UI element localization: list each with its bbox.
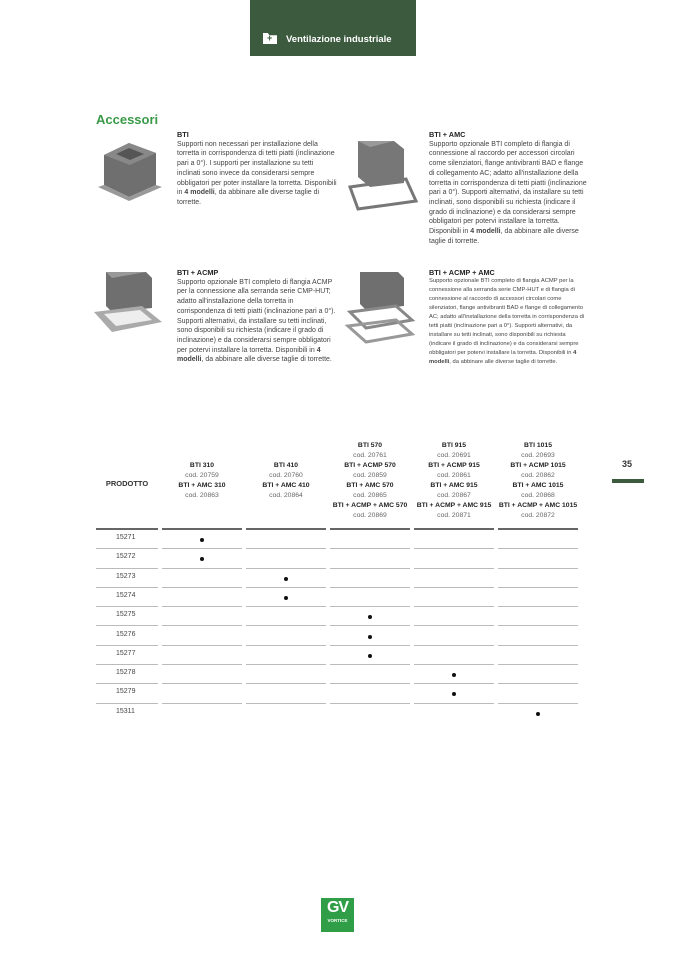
product-bti (177, 130, 337, 208)
model-name: BTI + AMC 570 (346, 482, 394, 489)
table-header-prodotto: PRODOTTO (105, 479, 149, 488)
table-column-header (498, 441, 578, 521)
model-code: cod. 20693 (521, 452, 555, 459)
table-row (96, 569, 578, 588)
product-title: BTI + ACMP (177, 268, 219, 277)
compatibility-mark (452, 673, 456, 677)
model-name: BTI + AMC 410 (262, 482, 310, 489)
table-row (96, 588, 578, 607)
model-code: cod. 20869 (353, 512, 387, 519)
model-name: BTI + ACMP 570 (344, 462, 396, 469)
table-column-header (414, 441, 494, 521)
product-code: 15277 (116, 649, 136, 657)
model-code: cod. 20865 (353, 492, 387, 499)
compatibility-mark (536, 712, 540, 716)
product-title: BTI (177, 130, 189, 139)
section-title: Accessori (96, 112, 159, 127)
product-description: Supporto opzionale BTI completo di flangia ACMP per la connessione alla serranda serie CMP-HUT e di flangia di connessione al raccordo di accessori circolari come silenziatori, flange antivibranti BAD e flange di collegamento AC; adatto all'installazione della torretta in corrispondenza di tetti piatti (inclinazione pari a 0°). Supporti alternativi, da installare su tetti inclinati, sono disponibili su richiesta (indicare il grado di inclinazione) e da considerarsi sempre obbligatori per potervi installare la torretta. Disponibili in 4 modelli, da abbinare alle diverse taglie di torrette. (429, 278, 585, 365)
bti-image (94, 135, 166, 205)
model-name: BTI + ACMP + AMC 915 (416, 502, 492, 509)
page-number: 35 (622, 459, 633, 469)
compatibility-mark (368, 654, 372, 658)
model-name: BTI + AMC 915 (430, 482, 478, 489)
table-row (96, 704, 578, 723)
product-description: Supporto opzionale BTI completo di flangia di connessione al raccordo per accessori circolari come silenziatori, flange antivibranti BAD e flange di collegamento AC; adatto all'installazione della torretta in corrispondenza di tetti piatti (inclinazione pari a 0°). Supporti alternativi, da installare su tetti inclinati, sono disponibili su richiesta (indicare il grado di inclinazione) e da considerarsi sempre obbligatori per potervi installare la torretta. Disponibili in 4 modelli, da abbinare alle diverse taglie di torrette. (429, 140, 587, 245)
product-code: 15273 (116, 572, 136, 580)
model-code: cod. 20759 (185, 472, 219, 479)
compatibility-mark (200, 538, 204, 542)
model-name: BTI + ACMP 1015 (510, 462, 566, 469)
model-name: BTI + ACMP + AMC 1015 (498, 502, 578, 509)
model-code: cod. 20863 (185, 492, 219, 499)
model-name: BTI + ACMP + AMC 570 (332, 502, 408, 509)
product-title: BTI + AMC (429, 130, 466, 139)
table-row (96, 665, 578, 684)
model-name: BTI 310 (189, 462, 215, 469)
folder-icon (263, 33, 277, 44)
model-name: BTI 915 (441, 442, 467, 449)
compatibility-mark (284, 596, 288, 600)
model-code: cod. 20872 (521, 512, 555, 519)
product-description: Supporti non necessari per installazione della torretta in corrispondenza di tetti piatti (inclinazione pari a 0°). I supporti per installazione su tetti inclinati sono invece da considerarsi sempre obbligatori per poter installare la torretta. Disponibili in 4 modelli, da abbinare alle diverse taglie di torrette. (177, 140, 337, 206)
model-name: BTI + ACMP 915 (428, 462, 480, 469)
product-code: 15276 (116, 630, 136, 638)
table-row (96, 530, 578, 549)
model-name: BTI 570 (357, 442, 383, 449)
product-bti-acmp-amc (429, 268, 589, 367)
table-column-header (162, 461, 242, 501)
product-description: Supporto opzionale BTI completo di flangia ACMP per la connessione alla serranda serie CMP-HUT; adatto all'installazione della torretta in corrispondenza di tetti piatti (inclinazione pari a 0°). Supporti alternativi, da installare su tetti inclinati, sono disponibili su richiesta (indicare il grado di inclinazione) e da considerarsi sempre obbligatori per potervi installare la torretta. Disponibili in 4 modelli, da abbinare alle diverse taglie di torrette. (177, 278, 336, 364)
model-code: cod. 20761 (353, 452, 387, 459)
model-name: BTI 410 (273, 462, 299, 469)
model-code: cod. 20868 (521, 492, 555, 499)
vortice-logo: GV VORTICE (321, 898, 354, 932)
product-code: 15275 (116, 611, 136, 619)
product-title: BTI + ACMP + AMC (429, 268, 495, 277)
compatibility-mark (368, 635, 372, 639)
product-code: 15279 (116, 688, 136, 696)
vortice-logo-mark: GV (326, 899, 349, 916)
product-code: 15278 (116, 669, 136, 677)
compatibility-mark (368, 615, 372, 619)
model-code: cod. 20871 (437, 512, 471, 519)
table-column-header (246, 461, 326, 501)
table-row (96, 627, 578, 646)
product-code: 15274 (116, 591, 136, 599)
bti-acmp-image (92, 268, 164, 338)
model-code: cod. 20862 (521, 472, 555, 479)
table-row (96, 646, 578, 665)
model-code: cod. 20760 (269, 472, 303, 479)
model-code: cod. 20864 (269, 492, 303, 499)
product-code: 15272 (116, 553, 136, 561)
model-code: cod. 20691 (437, 452, 471, 459)
model-code: cod. 20867 (437, 492, 471, 499)
bti-amc-image (344, 133, 419, 213)
table-row (96, 607, 578, 626)
compatibility-mark (284, 577, 288, 581)
bti-acmp-amc-image (344, 266, 419, 346)
product-bti-acmp (177, 268, 337, 365)
model-name: BTI + AMC 1015 (512, 482, 564, 489)
table-row (96, 684, 578, 703)
model-name: BTI + AMC 310 (178, 482, 226, 489)
compatibility-mark (452, 692, 456, 696)
product-code: 15311 (116, 707, 135, 715)
compatibility-mark (200, 557, 204, 561)
model-code: cod. 20861 (437, 472, 471, 479)
page-marker (612, 479, 644, 483)
section-header-title: Ventilazione industriale (286, 34, 392, 45)
model-name: BTI 1015 (524, 442, 552, 449)
section-header (250, 0, 416, 56)
product-code: 15271 (116, 534, 136, 541)
table-row (96, 549, 578, 568)
product-bti-amc (429, 130, 589, 246)
table-column-header (330, 441, 410, 521)
model-code: cod. 20859 (353, 472, 387, 479)
